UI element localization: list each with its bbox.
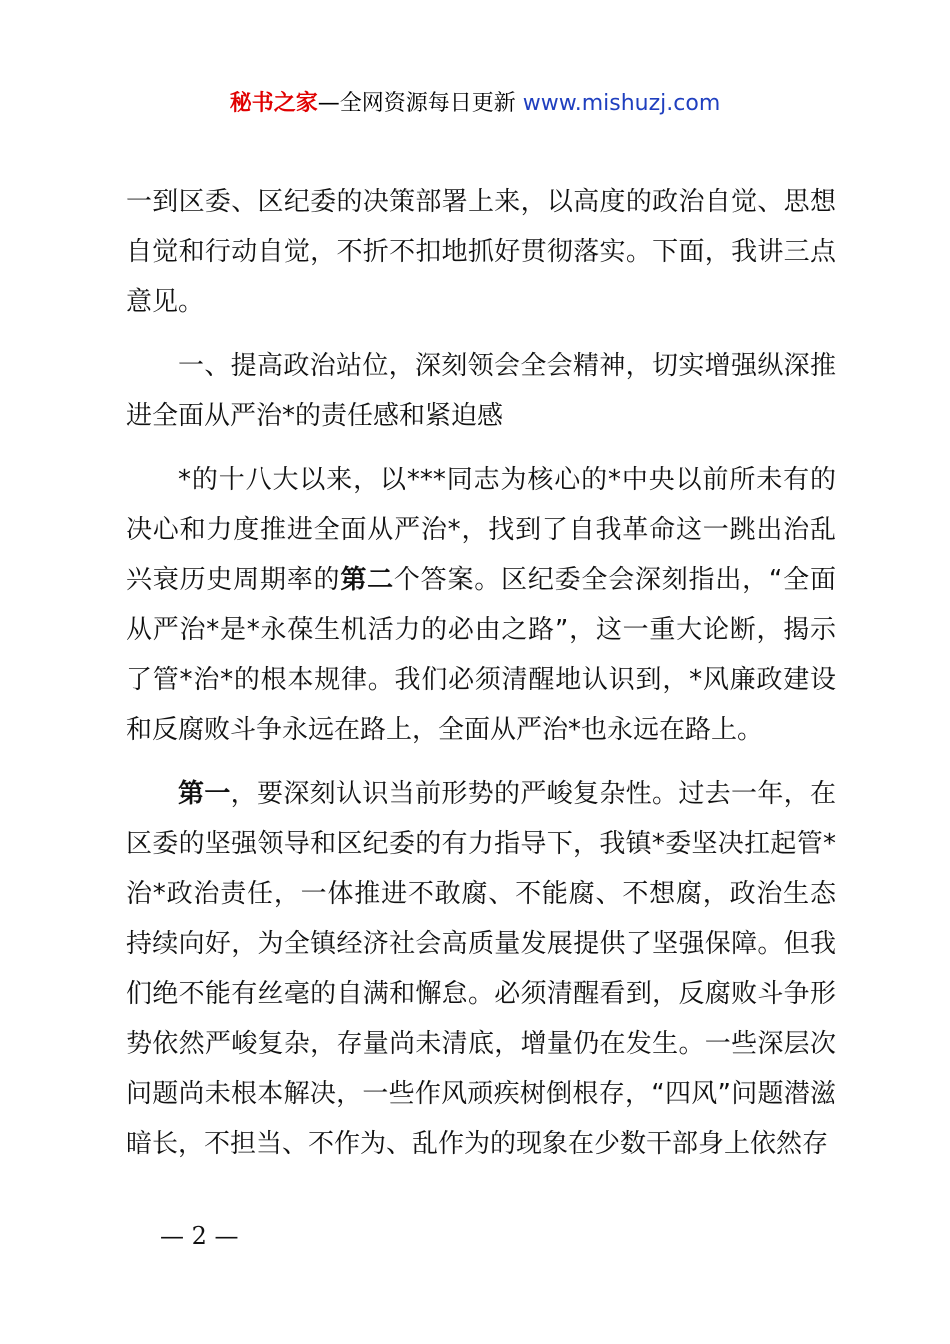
watermark-header xyxy=(0,86,950,122)
paragraph-first-point-bold: 第一 xyxy=(178,779,231,809)
paragraph-first-point-text: ，要深刻认识当前形势的严峻复杂性。过去一年，在区委的坚强领导和区纪委的有力指导下，我镇*委坚决扛起管*治*政治责任，一体推进不敢腐、不能腐、不想腐，政治生态持续向好，为全镇经济社会高质量发展提供了坚强保障。但我们绝不能有丝毫的自满和懈怠。必须清醒看到，反腐败斗争形势依然严峻复杂，存量尚未清底，增量仍在发生。一些深层次问题尚未根本解决，一些作风顽疾树倒根存，“四风”问题潜滋暗长，不担当、不作为、乱作为的现象在少数干部身上依然存 xyxy=(126,779,836,1159)
paragraph-background-text-b: 个答案。区纪委全会深刻指出，“全面从严治*是*永葆生机活力的必由之路”，这一重大论断，揭示了管*治*的根本规律。我们必须清醒地认识到，*风廉政建设和反腐败斗争永远在路上，全面从严治*也永远在路上。 xyxy=(126,565,836,745)
paragraph-background xyxy=(126,455,836,755)
paragraph-continuation: 一到区委、区纪委的决策部署上来，以高度的政治自觉、思想自觉和行动自觉，不折不扣地抓好贯彻落实。下面，我讲三点意见。 xyxy=(126,187,836,317)
header-tagline: —全网资源每日更新 xyxy=(317,91,516,116)
paragraph-first-point xyxy=(126,769,836,1169)
page-number: — 2 — xyxy=(160,1222,239,1250)
section-heading-1: 一、提高政治站位，深刻领会全会精神，切实增强纵深推进全面从严治*的责任感和紧迫感 xyxy=(126,351,836,431)
paragraph-background-bold: 第二 xyxy=(340,565,394,595)
header-brand: 秘书之家 xyxy=(229,91,318,116)
header-site-link[interactable]: www.mishuzj.com xyxy=(522,91,721,116)
document-body xyxy=(126,177,836,1169)
paragraph-background-text-a: *的十八大以来，以***同志为核心的*中央以前所未有的决心和力度推进全面从严治*，找到了自我革命这一跳出治乱兴衰历史周期率的 xyxy=(126,465,836,595)
